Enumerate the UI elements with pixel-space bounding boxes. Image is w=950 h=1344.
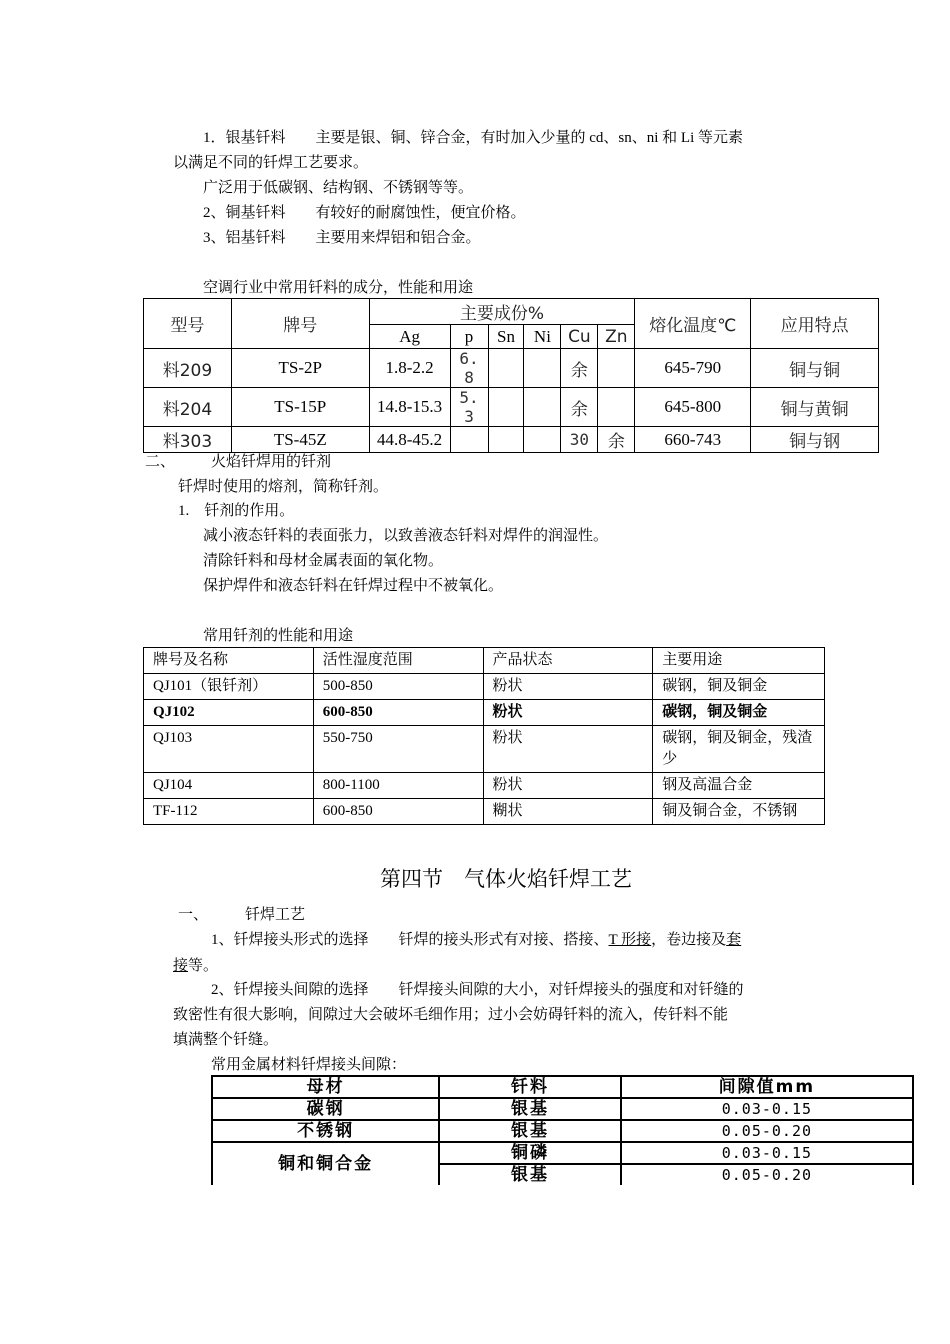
para-copper-solder: 2、铜基钎料 有较好的耐腐蚀性，便宜价格。 <box>203 205 526 221</box>
header-feature: 应用特点 <box>751 299 879 349</box>
table-row <box>144 726 825 773</box>
solder-composition-table <box>143 298 879 453</box>
section4-number: 一、 <box>178 907 209 923</box>
joint-form-t-link: T 形接 <box>608 932 652 948</box>
cell-state: 粉状 <box>483 773 653 799</box>
cell-solder: 银基 <box>439 1098 620 1120</box>
section-title: 第四节 气体火焰钎焊工艺 <box>380 867 632 891</box>
joint-form-end: 等。 <box>188 958 219 974</box>
cell-cu: 30 <box>561 427 598 453</box>
header-flux-range: 活性湿度范围 <box>313 648 483 674</box>
header-composition: 主要成份% <box>369 299 635 325</box>
cell-ag: 44.8-45.2 <box>369 427 450 453</box>
header-gap: 间隙值mm <box>621 1076 913 1098</box>
cell-name: QJ103 <box>144 726 314 773</box>
table-row <box>144 674 825 700</box>
flux-table <box>143 647 825 825</box>
para-silver-solder-cont: 以满足不同的钎焊工艺要求。 <box>173 155 369 171</box>
joint-form-sleeve-b: 接 <box>173 958 189 974</box>
cell-brand: TS-2P <box>231 349 369 388</box>
cell-melting: 645-800 <box>635 388 751 427</box>
cell-base: 铜和铜合金 <box>212 1142 439 1185</box>
table1-caption: 空调行业中常用钎料的成分，性能和用途 <box>203 280 474 296</box>
table3-caption: 常用金属材料钎焊接头间隙： <box>211 1057 407 1073</box>
section2-number: 二、 <box>145 454 176 470</box>
table-row <box>212 1142 913 1164</box>
cell-name: TF-112 <box>144 799 314 825</box>
joint-form-text-b: ，卷边接及 <box>651 932 727 948</box>
table-row <box>144 773 825 799</box>
cell-gap: 0.03-0.15 <box>621 1142 913 1164</box>
cell-solder: 银基 <box>439 1164 620 1185</box>
section2-heading: 火焰钎焊用的钎剂 <box>211 454 332 470</box>
cell-p: 6. 8 <box>450 349 488 388</box>
cell-use: 铜及铜合金，不锈钢 <box>653 799 825 825</box>
joint-form-sleeve-a: 套 <box>726 932 742 948</box>
cell-zn <box>598 349 635 388</box>
cell-use: 碳钢，铜及铜金 <box>653 674 825 700</box>
header-p: p <box>450 325 488 349</box>
table-row <box>212 1120 913 1142</box>
cell-melting: 660-743 <box>635 427 751 453</box>
section4-heading: 钎焊工艺 <box>245 907 306 923</box>
cell-use: 钢及高温合金 <box>653 773 825 799</box>
cell-state: 粉状 <box>483 674 653 700</box>
table-row <box>212 1098 913 1120</box>
cell-zn <box>598 388 635 427</box>
cell-base: 碳钢 <box>212 1098 439 1120</box>
header-zn: Zn <box>598 325 635 349</box>
cell-base: 不锈钢 <box>212 1120 439 1142</box>
cell-name: QJ101（银钎剂） <box>144 674 314 700</box>
cell-range: 600-850 <box>313 700 483 726</box>
cell-solder: 铜磷 <box>439 1142 620 1164</box>
joint-form-text-a: 1、钎焊接头形式的选择 钎焊的接头形式有对接、搭接、 <box>211 932 609 948</box>
cell-p <box>450 427 488 453</box>
cell-ag: 14.8-15.3 <box>369 388 450 427</box>
cell-range: 800-1100 <box>313 773 483 799</box>
joint-gap-table <box>211 1075 914 1185</box>
cell-model: 料209 <box>144 349 232 388</box>
para-joint-gap-end: 填满整个钎缝。 <box>173 1032 279 1048</box>
cell-model: 料303 <box>144 427 232 453</box>
cell-use: 碳钢，铜及铜金，残渣少 <box>653 726 825 773</box>
cell-sn <box>488 349 524 388</box>
header-cu: Cu <box>561 325 598 349</box>
cell-name: QJ104 <box>144 773 314 799</box>
header-base-metal: 母材 <box>212 1076 439 1098</box>
flux-function-2: 清除钎料和母材金属表面的氧化物。 <box>203 553 444 569</box>
header-sn: Sn <box>488 325 524 349</box>
table-row <box>144 799 825 825</box>
cell-state: 粉状 <box>483 700 653 726</box>
cell-p: 5. 3 <box>450 388 488 427</box>
cell-ag: 1.8-2.2 <box>369 349 450 388</box>
header-flux-state: 产品状态 <box>483 648 653 674</box>
header-flux-name: 牌号及名称 <box>144 648 314 674</box>
cell-gap: 0.05-0.20 <box>621 1120 913 1142</box>
cell-sn <box>488 388 524 427</box>
flux-function-heading: 1. 钎剂的作用。 <box>178 503 295 519</box>
header-brand: 牌号 <box>231 299 369 349</box>
para-silver-usage: 广泛用于低碳钢、结构钢、不锈钢等等。 <box>203 180 474 196</box>
para-joint-gap: 2、钎焊接头间隙的选择 钎焊接头间隙的大小，对钎焊接头的强度和对钎缝的 <box>211 982 744 998</box>
para-joint-form <box>211 930 741 950</box>
cell-cu: 余 <box>561 349 598 388</box>
cell-brand: TS-15P <box>231 388 369 427</box>
cell-cu: 余 <box>561 388 598 427</box>
para-joint-gap-cont: 致密性有很大影响，间隙过大会破坏毛细作用；过小会妨碍钎料的流入，传钎料不能 <box>173 1007 729 1023</box>
cell-sn <box>488 427 524 453</box>
cell-brand: TS-45Z <box>231 427 369 453</box>
flux-function-3: 保护焊件和液态钎料在钎焊过程中不被氧化。 <box>203 578 504 594</box>
table-row <box>144 388 879 427</box>
cell-feature: 铜与铜 <box>751 349 879 388</box>
cell-ni <box>524 427 561 453</box>
cell-zn: 余 <box>598 427 635 453</box>
cell-feature: 铜与黄铜 <box>751 388 879 427</box>
cell-state: 粉状 <box>483 726 653 773</box>
table-row <box>144 349 879 388</box>
cell-range: 600-850 <box>313 799 483 825</box>
cell-range: 500-850 <box>313 674 483 700</box>
cell-model: 料204 <box>144 388 232 427</box>
cell-solder: 银基 <box>439 1120 620 1142</box>
table-row <box>144 427 879 453</box>
cell-feature: 铜与钢 <box>751 427 879 453</box>
cell-melting: 645-790 <box>635 349 751 388</box>
header-model: 型号 <box>144 299 232 349</box>
header-flux-use: 主要用途 <box>653 648 825 674</box>
cell-ni <box>524 388 561 427</box>
para-aluminum-solder: 3、铝基钎料 主要用来焊铝和铝合金。 <box>203 230 481 246</box>
flux-function-1: 减小液态钎料的表面张力，以致善液态钎料对焊件的润湿性。 <box>203 528 609 544</box>
table2-caption: 常用钎剂的性能和用途 <box>203 628 354 644</box>
para-silver-solder: 1．银基钎料 主要是银、铜、锌合金，有时加入少量的 cd、sn、ni 和 Li 等元素 <box>203 130 743 146</box>
cell-state: 糊状 <box>483 799 653 825</box>
para-flux-definition: 钎焊时使用的熔剂，简称钎剂。 <box>178 479 389 495</box>
cell-name: QJ102 <box>144 700 314 726</box>
table-row <box>144 700 825 726</box>
cell-use: 碳钢，铜及铜金 <box>653 700 825 726</box>
cell-gap: 0.05-0.20 <box>621 1164 913 1185</box>
header-ag: Ag <box>369 325 450 349</box>
header-melting-temp: 熔化温度℃ <box>635 299 751 349</box>
cell-gap: 0.03-0.15 <box>621 1098 913 1120</box>
header-ni: Ni <box>524 325 561 349</box>
cell-ni <box>524 349 561 388</box>
header-solder: 钎料 <box>439 1076 620 1098</box>
cell-range: 550-750 <box>313 726 483 773</box>
para-joint-form-cont <box>173 956 218 976</box>
